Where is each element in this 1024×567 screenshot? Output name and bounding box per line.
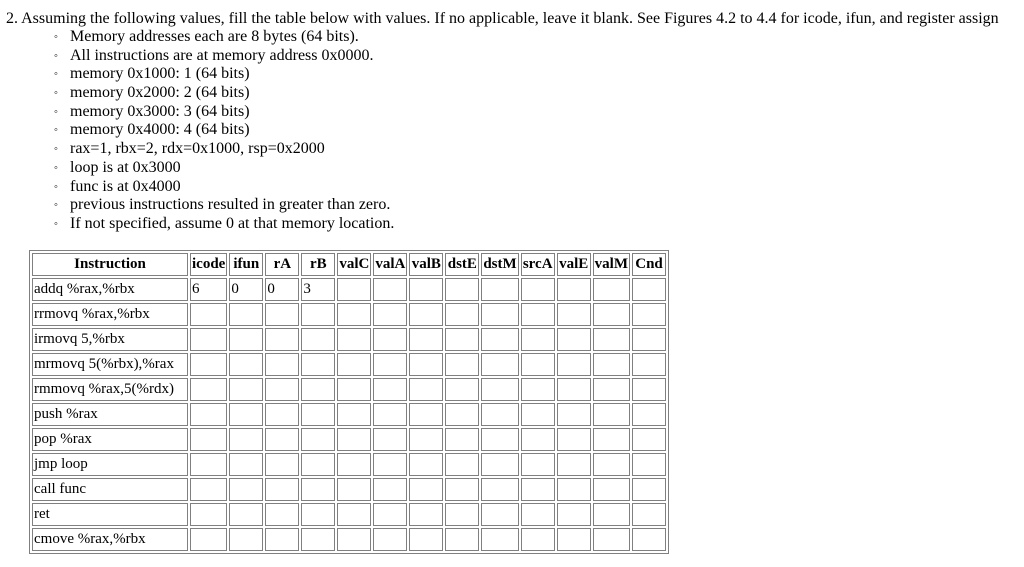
table-header-row <box>32 253 666 276</box>
bullet-circle-icon: ◦ <box>54 143 58 156</box>
answer-cell-vala[interactable] <box>373 403 407 426</box>
answer-cell-valm[interactable] <box>593 428 630 451</box>
answer-cell-rb[interactable]: 3 <box>301 278 335 301</box>
column-header-rb: rB <box>301 253 335 276</box>
answer-cell-vale[interactable] <box>557 353 591 376</box>
answer-cell-valm[interactable] <box>593 303 630 326</box>
answer-cell-cnd[interactable] <box>632 303 666 326</box>
question-prompt: Assuming the following values, fill the table below with values. If no applicable, leave it blank. See Figures 4.2 to 4.4 for icode, ifun, and register assign <box>21 10 999 27</box>
column-header-valc: valC <box>337 253 371 276</box>
answer-cell-valm[interactable] <box>593 478 630 501</box>
answer-cell-icode[interactable] <box>190 328 227 351</box>
bullet-circle-icon: ◦ <box>54 49 58 62</box>
answer-cell-rb[interactable] <box>301 328 335 351</box>
answer-cell-valc[interactable] <box>337 378 371 401</box>
column-header-ifun: ifun <box>229 253 263 276</box>
answer-cell-vala[interactable] <box>373 528 407 551</box>
table-row <box>32 453 666 476</box>
answer-cell-valm[interactable] <box>593 403 630 426</box>
answer-cell-srca[interactable] <box>521 353 555 376</box>
answer-cell-cnd[interactable] <box>632 478 666 501</box>
answer-cell-srca[interactable] <box>521 378 555 401</box>
answer-cell-rb[interactable] <box>301 478 335 501</box>
answer-cell-ifun[interactable] <box>229 528 263 551</box>
answer-cell-dste[interactable] <box>445 453 479 476</box>
answer-cell-dste[interactable] <box>445 478 479 501</box>
answer-cell-srca[interactable] <box>521 278 555 301</box>
instruction-cell: rrmovq %rax,%rbx <box>32 303 188 326</box>
instruction-cell: ret <box>32 503 188 526</box>
answer-cell-ra[interactable] <box>265 378 299 401</box>
answer-cell-valm[interactable] <box>593 453 630 476</box>
table-row <box>32 378 666 401</box>
answer-cell-valb[interactable] <box>409 478 443 501</box>
instruction-cell: jmp loop <box>32 453 188 476</box>
instruction-cell: push %rax <box>32 403 188 426</box>
bullet-circle-icon: ◦ <box>54 180 58 193</box>
condition-text: rax=1, rbx=2, rdx=0x1000, rsp=0x2000 <box>70 140 325 158</box>
answer-cell-dste[interactable] <box>445 303 479 326</box>
answer-cell-valm[interactable] <box>593 528 630 551</box>
answer-cell-rb[interactable] <box>301 353 335 376</box>
instruction-cell: rmmovq %rax,5(%rdx) <box>32 378 188 401</box>
condition-text: All instructions are at memory address 0x0000. <box>70 46 374 64</box>
answer-cell-icode[interactable] <box>190 503 227 526</box>
answer-cell-dstm[interactable] <box>481 528 518 551</box>
answer-cell-vala[interactable] <box>373 478 407 501</box>
table-row <box>32 403 666 426</box>
column-header-dstm: dstM <box>481 253 518 276</box>
answer-cell-srca[interactable] <box>521 428 555 451</box>
condition-item <box>52 103 394 122</box>
condition-item <box>52 140 394 159</box>
bullet-circle-icon: ◦ <box>54 217 58 230</box>
answer-cell-valb[interactable] <box>409 353 443 376</box>
condition-text: If not specified, assume 0 at that memory location. <box>70 214 395 232</box>
answer-cell-vale[interactable] <box>557 503 591 526</box>
column-header-instruction: Instruction <box>32 253 188 276</box>
answer-cell-vala[interactable] <box>373 428 407 451</box>
instruction-trace-table <box>29 250 669 554</box>
answer-cell-rb[interactable] <box>301 503 335 526</box>
answer-cell-vale[interactable] <box>557 453 591 476</box>
answer-cell-dste[interactable] <box>445 278 479 301</box>
answer-cell-cnd[interactable] <box>632 403 666 426</box>
answer-cell-valb[interactable] <box>409 378 443 401</box>
bullet-circle-icon: ◦ <box>54 87 58 100</box>
answer-cell-icode[interactable] <box>190 303 227 326</box>
answer-cell-vale[interactable] <box>557 478 591 501</box>
answer-cell-ra[interactable] <box>265 453 299 476</box>
bullet-circle-icon: ◦ <box>54 161 58 174</box>
answer-cell-vala[interactable] <box>373 503 407 526</box>
answer-cell-rb[interactable] <box>301 528 335 551</box>
answer-cell-dstm[interactable] <box>481 353 518 376</box>
table-row <box>32 303 666 326</box>
answer-cell-vale[interactable] <box>557 328 591 351</box>
answer-cell-valb[interactable] <box>409 453 443 476</box>
answer-cell-valm[interactable] <box>593 328 630 351</box>
table-body <box>32 278 666 551</box>
answer-cell-vale[interactable] <box>557 278 591 301</box>
answer-cell-vale[interactable] <box>557 428 591 451</box>
conditions-list <box>52 28 394 234</box>
answer-cell-ra[interactable] <box>265 353 299 376</box>
instruction-cell: irmovq 5,%rbx <box>32 328 188 351</box>
condition-item <box>52 121 394 140</box>
question-text <box>6 9 1022 29</box>
condition-item <box>52 84 394 103</box>
instruction-cell: pop %rax <box>32 428 188 451</box>
answer-cell-rb[interactable] <box>301 428 335 451</box>
answer-cell-icode[interactable] <box>190 528 227 551</box>
answer-cell-ifun[interactable] <box>229 478 263 501</box>
answer-cell-valc[interactable] <box>337 328 371 351</box>
instruction-cell: addq %rax,%rbx <box>32 278 188 301</box>
answer-cell-rb[interactable] <box>301 303 335 326</box>
instruction-cell: mrmovq 5(%rbx),%rax <box>32 353 188 376</box>
condition-item <box>52 159 394 178</box>
answer-cell-vale[interactable] <box>557 403 591 426</box>
answer-cell-cnd[interactable] <box>632 453 666 476</box>
bullet-circle-icon: ◦ <box>54 124 58 137</box>
answer-cell-dste[interactable] <box>445 378 479 401</box>
answer-cell-valm[interactable] <box>593 378 630 401</box>
column-header-icode: icode <box>190 253 227 276</box>
answer-cell-ifun[interactable] <box>229 503 263 526</box>
answer-cell-srca[interactable] <box>521 303 555 326</box>
answer-cell-valc[interactable] <box>337 453 371 476</box>
table-row <box>32 328 666 351</box>
answer-cell-valb[interactable] <box>409 428 443 451</box>
table-row <box>32 428 666 451</box>
answer-cell-valb[interactable] <box>409 328 443 351</box>
column-header-vala: valA <box>373 253 407 276</box>
answer-cell-srca[interactable] <box>521 403 555 426</box>
answer-cell-dstm[interactable] <box>481 278 518 301</box>
bullet-circle-icon: ◦ <box>54 199 58 212</box>
answer-cell-ifun[interactable] <box>229 428 263 451</box>
answer-cell-ifun[interactable] <box>229 353 263 376</box>
condition-item <box>52 28 394 47</box>
condition-item <box>52 178 394 197</box>
answer-cell-valb[interactable] <box>409 303 443 326</box>
condition-item <box>52 65 394 84</box>
answer-cell-ra[interactable] <box>265 303 299 326</box>
column-header-cnd: Cnd <box>632 253 666 276</box>
condition-item <box>52 196 394 215</box>
answer-cell-valc[interactable] <box>337 503 371 526</box>
answer-cell-rb[interactable] <box>301 453 335 476</box>
answer-cell-valm[interactable] <box>593 353 630 376</box>
condition-text: loop is at 0x3000 <box>70 158 181 176</box>
answer-cell-dstm[interactable] <box>481 328 518 351</box>
answer-cell-dste[interactable] <box>445 528 479 551</box>
instruction-cell: cmove %rax,%rbx <box>32 528 188 551</box>
answer-cell-vala[interactable] <box>373 453 407 476</box>
answer-cell-valc[interactable] <box>337 353 371 376</box>
table-row <box>32 278 666 301</box>
answer-cell-icode[interactable] <box>190 403 227 426</box>
answer-cell-valm[interactable] <box>593 278 630 301</box>
column-header-srca: srcA <box>521 253 555 276</box>
answer-cell-valc[interactable] <box>337 278 371 301</box>
answer-cell-cnd[interactable] <box>632 278 666 301</box>
answer-cell-vale[interactable] <box>557 528 591 551</box>
table-row <box>32 503 666 526</box>
answer-cell-valc[interactable] <box>337 403 371 426</box>
column-header-valm: valM <box>593 253 630 276</box>
answer-cell-cnd[interactable] <box>632 503 666 526</box>
bullet-circle-icon: ◦ <box>54 68 58 81</box>
answer-cell-valm[interactable] <box>593 503 630 526</box>
condition-text: memory 0x3000: 3 (64 bits) <box>70 102 250 120</box>
answer-cell-srca[interactable] <box>521 528 555 551</box>
answer-cell-vala[interactable] <box>373 378 407 401</box>
answer-cell-ra[interactable] <box>265 403 299 426</box>
answer-cell-ifun[interactable] <box>229 328 263 351</box>
answer-cell-ifun[interactable] <box>229 453 263 476</box>
answer-cell-icode[interactable] <box>190 453 227 476</box>
condition-text: memory 0x4000: 4 (64 bits) <box>70 121 250 139</box>
answer-cell-dste[interactable] <box>445 353 479 376</box>
answer-cell-dstm[interactable] <box>481 378 518 401</box>
table-row <box>32 528 666 551</box>
answer-cell-dste[interactable] <box>445 428 479 451</box>
condition-text: memory 0x1000: 1 (64 bits) <box>70 65 250 83</box>
answer-cell-cnd[interactable] <box>632 328 666 351</box>
answer-cell-dste[interactable] <box>445 328 479 351</box>
condition-text: previous instructions resulted in greater than zero. <box>70 196 391 214</box>
condition-text: func is at 0x4000 <box>70 177 181 195</box>
answer-cell-ifun[interactable] <box>229 303 263 326</box>
column-header-ra: rA <box>265 253 299 276</box>
answer-cell-icode[interactable]: 6 <box>190 278 227 301</box>
answer-cell-rb[interactable] <box>301 403 335 426</box>
answer-cell-dstm[interactable] <box>481 478 518 501</box>
answer-cell-cnd[interactable] <box>632 428 666 451</box>
answer-cell-icode[interactable] <box>190 353 227 376</box>
condition-item <box>52 215 394 234</box>
answer-cell-vale[interactable] <box>557 378 591 401</box>
answer-cell-valc[interactable] <box>337 528 371 551</box>
answer-cell-dstm[interactable] <box>481 403 518 426</box>
answer-cell-icode[interactable] <box>190 378 227 401</box>
answer-cell-cnd[interactable] <box>632 528 666 551</box>
answer-cell-srca[interactable] <box>521 328 555 351</box>
column-header-valb: valB <box>409 253 443 276</box>
answer-cell-vala[interactable] <box>373 278 407 301</box>
condition-text: Memory addresses each are 8 bytes (64 bits). <box>70 28 359 45</box>
answer-cell-icode[interactable] <box>190 478 227 501</box>
bullet-circle-icon: ◦ <box>54 31 58 43</box>
answer-cell-vala[interactable] <box>373 328 407 351</box>
instruction-cell: call func <box>32 478 188 501</box>
answer-cell-valc[interactable] <box>337 478 371 501</box>
answer-cell-vala[interactable] <box>373 303 407 326</box>
answer-cell-srca[interactable] <box>521 503 555 526</box>
answer-cell-valb[interactable] <box>409 528 443 551</box>
question-number: 2. <box>6 10 18 27</box>
answer-cell-dste[interactable] <box>445 403 479 426</box>
answer-cell-dstm[interactable] <box>481 503 518 526</box>
answer-cell-valb[interactable] <box>409 503 443 526</box>
answer-cell-valb[interactable] <box>409 278 443 301</box>
answer-cell-dstm[interactable] <box>481 428 518 451</box>
answer-cell-vale[interactable] <box>557 303 591 326</box>
answer-cell-ra[interactable] <box>265 528 299 551</box>
table-row <box>32 478 666 501</box>
answer-cell-valc[interactable] <box>337 428 371 451</box>
table-row <box>32 353 666 376</box>
answer-cell-valb[interactable] <box>409 403 443 426</box>
answer-cell-srca[interactable] <box>521 453 555 476</box>
bullet-circle-icon: ◦ <box>54 105 58 118</box>
answer-cell-dste[interactable] <box>445 503 479 526</box>
answer-cell-vala[interactable] <box>373 353 407 376</box>
column-header-dste: dstE <box>445 253 479 276</box>
answer-cell-ifun[interactable]: 0 <box>229 278 263 301</box>
answer-cell-dstm[interactable] <box>481 453 518 476</box>
answer-cell-ra[interactable] <box>265 503 299 526</box>
answer-cell-cnd[interactable] <box>632 353 666 376</box>
answer-cell-dstm[interactable] <box>481 303 518 326</box>
answer-cell-valc[interactable] <box>337 303 371 326</box>
condition-text: memory 0x2000: 2 (64 bits) <box>70 84 250 102</box>
answer-cell-srca[interactable] <box>521 478 555 501</box>
answer-cell-icode[interactable] <box>190 428 227 451</box>
column-header-vale: valE <box>557 253 591 276</box>
answer-cell-ra[interactable] <box>265 328 299 351</box>
answer-cell-ra[interactable] <box>265 478 299 501</box>
answer-cell-cnd[interactable] <box>632 378 666 401</box>
answer-cell-rb[interactable] <box>301 378 335 401</box>
answer-cell-ra[interactable] <box>265 428 299 451</box>
answer-cell-ifun[interactable] <box>229 403 263 426</box>
answer-cell-ra[interactable]: 0 <box>265 278 299 301</box>
condition-item <box>52 47 394 66</box>
answer-cell-ifun[interactable] <box>229 378 263 401</box>
